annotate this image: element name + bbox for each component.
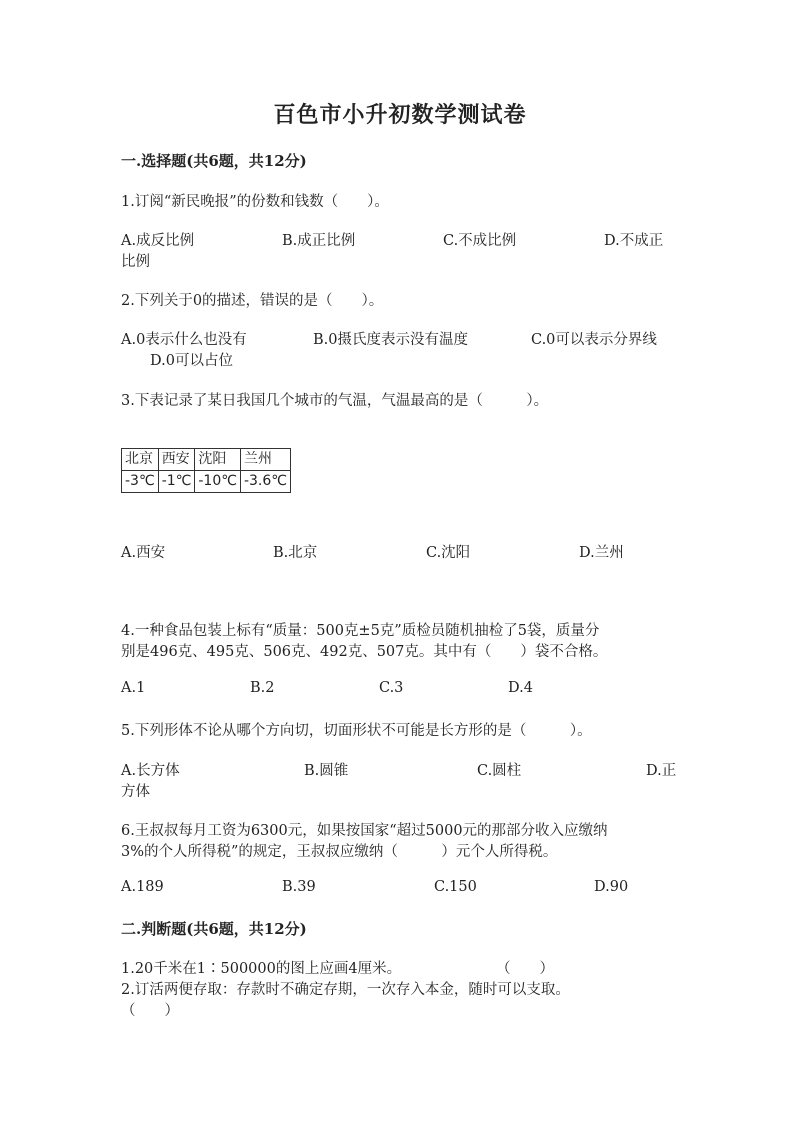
question-3-option-c: C.沈阳 [426, 545, 471, 561]
question-2-stem: 2.下列关于0的描述，错误的是（ ）。 [121, 293, 384, 309]
page-title: 百色市小升初数学测试卷 [273, 102, 527, 128]
table-cell: -3.6℃ [240, 471, 290, 493]
table-row [122, 471, 291, 493]
question-3-option-d: D.兰州 [579, 545, 624, 561]
question-5-option-b: B.圆锥 [304, 763, 349, 779]
question-6-stem-line2: 3%的个人所得税”的规定，王叔叔应缴纳（ ）元个人所得税。 [121, 844, 558, 860]
city-temperature-table [121, 448, 291, 493]
table-header-cell: 北京 [122, 449, 159, 471]
section-heading-judgement: 二.判断题(共6题，共12分) [121, 920, 307, 938]
section-heading-choice: 一.选择题(共6题，共12分) [121, 152, 307, 170]
question-1-stem: 1.订阅“新民晚报”的份数和钱数（ ）。 [121, 194, 389, 210]
question-4-option-a: A.1 [121, 680, 146, 696]
question-6-option-d: D.90 [594, 879, 629, 895]
question-2-option-d: D.0可以占位 [150, 353, 233, 369]
table-header-row [122, 449, 291, 471]
table-header-cell: 沈阳 [195, 449, 241, 471]
question-4-stem-line1: 4.一种食品包装上标有“质量：500克±5克”质检员随机抽检了5袋，质量分 [121, 623, 600, 639]
question-4-stem-line2: 别是496克、495克、506克、492克、507克。其中有（ ）袋不合格。 [121, 644, 608, 660]
question-2-option-a: A.0表示什么也没有 [121, 332, 247, 348]
question-3-option-b: B.北京 [273, 545, 318, 561]
judgement-item-1-text: 1.20千米在1∶500000的图上应画4厘米。 [121, 961, 402, 977]
table-cell: -1℃ [158, 471, 195, 493]
question-3-stem: 3.下表记录了某日我国几个城市的气温，气温最高的是（ ）。 [121, 393, 549, 409]
question-1-option-d: D.不成正 [604, 233, 664, 249]
judgement-item-2-text: 2.订活两便存取：存款时不确定存期，一次存入本金，随时可以支取。 [121, 982, 570, 998]
table-cell: -3℃ [122, 471, 159, 493]
question-5-stem: 5.下列形体不论从哪个方向切，切面形状不可能是长方形的是（ ）。 [121, 723, 592, 739]
question-4-option-b: B.2 [250, 680, 275, 696]
question-6-option-a: A.189 [121, 879, 164, 895]
question-4-option-d: D.4 [508, 680, 533, 696]
question-1-option-c: C.不成比例 [443, 233, 517, 249]
question-4-option-c: C.3 [379, 680, 404, 696]
judgement-item-1-blank: （ ） [496, 961, 554, 977]
question-2-option-c: C.0可以表示分界线 [531, 332, 657, 348]
question-5-option-a: A.长方体 [121, 763, 180, 779]
question-1-option-b: B.成正比例 [282, 233, 356, 249]
question-2-option-b: B.0摄氏度表示没有温度 [313, 332, 468, 348]
question-1-option-a: A.成反比例 [121, 233, 195, 249]
question-5-option-d: D.正 [646, 763, 677, 779]
question-5-option-d-wrap: 方体 [121, 784, 150, 800]
table-header-cell: 西安 [158, 449, 195, 471]
question-3-option-a: A.西安 [121, 545, 166, 561]
question-6-option-c: C.150 [434, 879, 477, 895]
table-cell: -10℃ [195, 471, 241, 493]
question-1-option-d-wrap: 比例 [121, 254, 150, 270]
table-header-cell: 兰州 [240, 449, 290, 471]
question-5-option-c: C.圆柱 [477, 763, 522, 779]
question-6-option-b: B.39 [282, 879, 316, 895]
question-6-stem-line1: 6.王叔叔每月工资为6300元，如果按国家“超过5000元的那部分收入应缴纳 [121, 823, 608, 839]
judgement-item-2-blank: （ ） [121, 1003, 179, 1019]
